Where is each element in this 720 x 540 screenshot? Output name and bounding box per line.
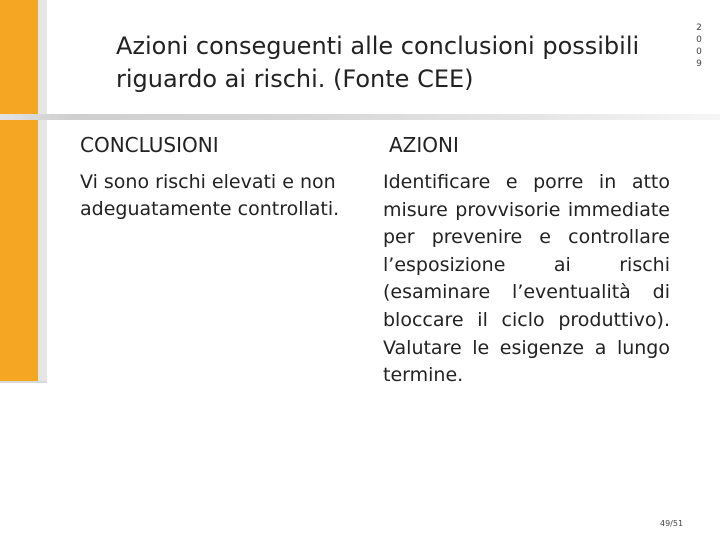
action-cell: Identificare e porre in atto misure provvisorie immediate per prevenire e controllare l’esposizione ai rischi (esaminare l’eventualità di bloccare il ciclo produttivo). Valutare le esigenze a lungo termine.	[383, 171, 670, 387]
slide-title: Azioni conseguenti alle conclusioni possibili riguardo ai rischi. (Fonte CEE)	[116, 32, 640, 93]
conclusions-header: CONCLUSIONI	[80, 133, 219, 157]
accent-sidebar	[0, 0, 38, 383]
sidebar-bottom-edge	[0, 381, 47, 383]
year-label: 2009	[696, 23, 702, 69]
title-divider	[0, 114, 720, 120]
actions-header: AZIONI	[389, 133, 459, 157]
conclusion-cell: Vi sono rischi elevati e non adeguatamente controllati.	[80, 171, 340, 220]
page-number: 49/51	[660, 519, 684, 528]
sidebar-shadow	[38, 0, 47, 383]
